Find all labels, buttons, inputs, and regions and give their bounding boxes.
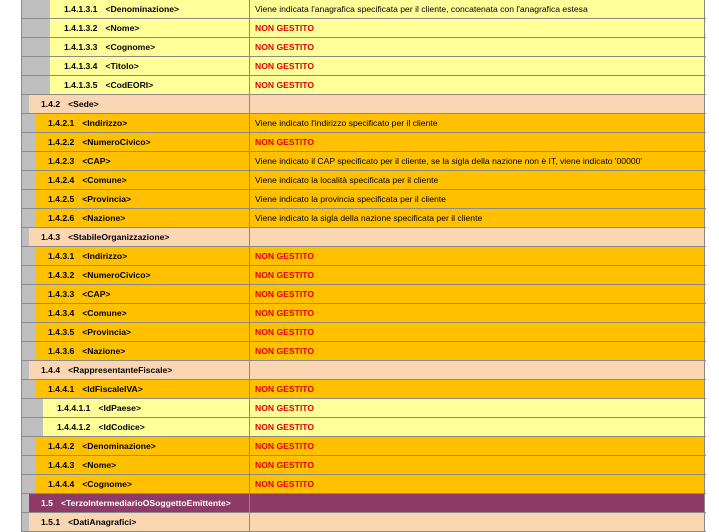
description-cell: NON GESTITO [250, 418, 705, 436]
table-row [22, 266, 706, 285]
indent-bars [22, 285, 36, 303]
description-cell: NON GESTITO [250, 437, 705, 455]
table-row [22, 456, 706, 475]
field-number: 1.4.4.4 [48, 479, 75, 489]
indent-bars [22, 114, 36, 132]
field-tag: <CAP> [82, 289, 111, 299]
indent-bars [22, 76, 50, 94]
indent-bars [22, 475, 36, 493]
field-tag: <Indirizzo> [82, 118, 128, 128]
indent-bars [22, 19, 50, 37]
field-name-cell [29, 513, 250, 531]
table-row [22, 475, 706, 494]
table-row [22, 95, 706, 114]
indent-bars [22, 228, 29, 246]
description-cell: NON GESTITO [250, 19, 705, 37]
field-number: 1.4.2.2 [48, 137, 75, 147]
field-name-cell [36, 266, 250, 284]
table-row [22, 114, 706, 133]
field-tag: <CAP> [82, 156, 111, 166]
indent-bars [22, 494, 29, 512]
description-cell: NON GESTITO [250, 399, 705, 417]
field-tag: <Indirizzo> [82, 251, 128, 261]
indent-bars [22, 437, 36, 455]
field-number: 1.4.3.6 [48, 346, 75, 356]
indent-bars [22, 95, 29, 113]
table-row [22, 323, 706, 342]
table-row [22, 171, 706, 190]
field-number: 1.4.2.1 [48, 118, 75, 128]
field-name-cell [36, 304, 250, 322]
field-number: 1.4.3.1 [48, 251, 75, 261]
field-number: 1.5 [41, 498, 53, 508]
field-name-cell [36, 190, 250, 208]
description-cell: Viene indicato la località specificata per il cliente [250, 171, 705, 189]
field-name-cell [43, 418, 250, 436]
field-number: 1.4.4.1 [48, 384, 75, 394]
description-cell: Viene indicato il CAP specificato per il cliente, se la sigla della nazione non è IT, viene indicato '00000' [250, 152, 705, 170]
field-name-cell [50, 0, 250, 18]
description-cell [250, 513, 705, 531]
indent-bars [22, 418, 43, 436]
field-number: 1.4.4.1.2 [57, 422, 91, 432]
indent-bars [22, 133, 36, 151]
field-number: 1.4.2.4 [48, 175, 75, 185]
field-tag: <NumeroCivico> [82, 137, 151, 147]
description-cell: NON GESTITO [250, 57, 705, 75]
field-number: 1.4.1.3.4 [64, 61, 98, 71]
field-name-cell [29, 494, 250, 512]
table-row [22, 418, 706, 437]
table-row [22, 19, 706, 38]
description-cell: NON GESTITO [250, 342, 705, 360]
field-name-cell [29, 361, 250, 379]
description-cell [250, 494, 705, 512]
description-cell [250, 95, 705, 113]
field-tag: <Nome> [105, 23, 140, 33]
description-cell: NON GESTITO [250, 38, 705, 56]
description-cell [250, 361, 705, 379]
indent-bars [22, 0, 50, 18]
field-number: 1.4.1.3.2 [64, 23, 98, 33]
field-number: 1.4.3.3 [48, 289, 75, 299]
field-number: 1.4.3.5 [48, 327, 75, 337]
field-number: 1.4.4.2 [48, 441, 75, 451]
indent-bars [22, 247, 36, 265]
table-row [22, 209, 706, 228]
description-cell: NON GESTITO [250, 323, 705, 341]
field-name-cell [50, 76, 250, 94]
indent-bars [22, 361, 29, 379]
field-name-cell [36, 152, 250, 170]
description-cell: NON GESTITO [250, 380, 705, 398]
field-tag: <Sede> [68, 99, 99, 109]
field-number: 1.4.4.1.1 [57, 403, 91, 413]
description-cell: NON GESTITO [250, 304, 705, 322]
field-number: 1.4.4.3 [48, 460, 75, 470]
field-name-cell [36, 133, 250, 151]
table-row [22, 361, 706, 380]
description-cell: NON GESTITO [250, 133, 705, 151]
description-cell: Viene indicata l'anagrafica specificata per il cliente, concatenata con l'anagrafica estesa [250, 0, 705, 18]
table-row [22, 285, 706, 304]
field-number: 1.4.1.3.5 [64, 80, 98, 90]
indent-bars [22, 380, 36, 398]
description-cell: NON GESTITO [250, 76, 705, 94]
table-row [22, 342, 706, 361]
indent-bars [22, 171, 36, 189]
indent-bars [22, 209, 36, 227]
field-name-cell [36, 285, 250, 303]
field-name-cell [50, 19, 250, 37]
table-row [22, 152, 706, 171]
field-name-cell [36, 114, 250, 132]
field-tag: <NumeroCivico> [82, 270, 151, 280]
table-row [22, 76, 706, 95]
description-cell [250, 228, 705, 246]
field-tag: <TerzoIntermediarioOSoggettoEmittente> [60, 498, 231, 508]
field-tag: <Denominazione> [105, 4, 179, 14]
indent-bars [22, 38, 50, 56]
table-row [22, 399, 706, 418]
table-row [22, 513, 706, 532]
field-tag: <Comune> [82, 175, 127, 185]
description-cell: Viene indicato la provincia specificata per il cliente [250, 190, 705, 208]
field-number: 1.4.2.5 [48, 194, 75, 204]
description-cell: NON GESTITO [250, 456, 705, 474]
field-name-cell [36, 247, 250, 265]
indent-bars [22, 266, 36, 284]
field-number: 1.4.3 [41, 232, 61, 242]
indent-bars [22, 342, 36, 360]
field-name-cell [36, 342, 250, 360]
indent-bars [22, 57, 50, 75]
indent-bars [22, 513, 29, 531]
description-cell: NON GESTITO [250, 475, 705, 493]
table-row [22, 38, 706, 57]
field-name-cell [36, 323, 250, 341]
table-row [22, 304, 706, 323]
field-name-cell [43, 399, 250, 417]
field-number: 1.4.3.4 [48, 308, 75, 318]
indent-bars [22, 399, 43, 417]
field-name-cell [29, 95, 250, 113]
field-tag: <IdFiscaleIVA> [82, 384, 143, 394]
field-tag: <DatiAnagrafici> [68, 517, 137, 527]
spec-table [21, 0, 706, 532]
field-number: 1.4.2.3 [48, 156, 75, 166]
description-cell: NON GESTITO [250, 247, 705, 265]
indent-bars [22, 304, 36, 322]
indent-bars [22, 152, 36, 170]
field-tag: <StabileOrganizzazione> [68, 232, 170, 242]
field-tag: <Nazione> [82, 346, 126, 356]
table-row [22, 380, 706, 399]
description-cell: NON GESTITO [250, 285, 705, 303]
field-name-cell [36, 475, 250, 493]
field-name-cell [36, 437, 250, 455]
field-tag: <Comune> [82, 308, 127, 318]
field-name-cell [36, 380, 250, 398]
field-number: 1.4.3.2 [48, 270, 75, 280]
table-row [22, 247, 706, 266]
table-row [22, 133, 706, 152]
field-tag: <IdPaese> [98, 403, 141, 413]
field-number: 1.5.1 [41, 517, 61, 527]
field-tag: <Titolo> [105, 61, 139, 71]
field-name-cell [29, 228, 250, 246]
field-tag: <Nazione> [82, 213, 126, 223]
field-tag: <Cognome> [82, 479, 132, 489]
description-cell: Viene indicato l'indirizzo specificato per il cliente [250, 114, 705, 132]
field-name-cell [50, 38, 250, 56]
field-name-cell [50, 57, 250, 75]
table-row [22, 0, 706, 19]
field-number: 1.4.2.6 [48, 213, 75, 223]
description-cell: Viene indicato la sigla della nazione specificata per il cliente [250, 209, 705, 227]
field-name-cell [36, 456, 250, 474]
field-number: 1.4.2 [41, 99, 61, 109]
table-row [22, 494, 706, 513]
table-row [22, 190, 706, 209]
table-row [22, 228, 706, 247]
field-number: 1.4.1.3.1 [64, 4, 98, 14]
field-tag: <CodEORI> [105, 80, 154, 90]
field-name-cell [36, 209, 250, 227]
table-row [22, 57, 706, 76]
field-tag: <RappresentanteFiscale> [68, 365, 173, 375]
field-tag: <Provincia> [82, 327, 132, 337]
field-number: 1.4.4 [41, 365, 61, 375]
field-name-cell [36, 171, 250, 189]
field-tag: <IdCodice> [98, 422, 145, 432]
field-tag: <Provincia> [82, 194, 132, 204]
field-number: 1.4.1.3.3 [64, 42, 98, 52]
table-row [22, 437, 706, 456]
description-cell: NON GESTITO [250, 266, 705, 284]
field-tag: <Nome> [82, 460, 117, 470]
indent-bars [22, 456, 36, 474]
indent-bars [22, 323, 36, 341]
field-tag: <Denominazione> [82, 441, 156, 451]
indent-bars [22, 190, 36, 208]
field-tag: <Cognome> [105, 42, 156, 52]
